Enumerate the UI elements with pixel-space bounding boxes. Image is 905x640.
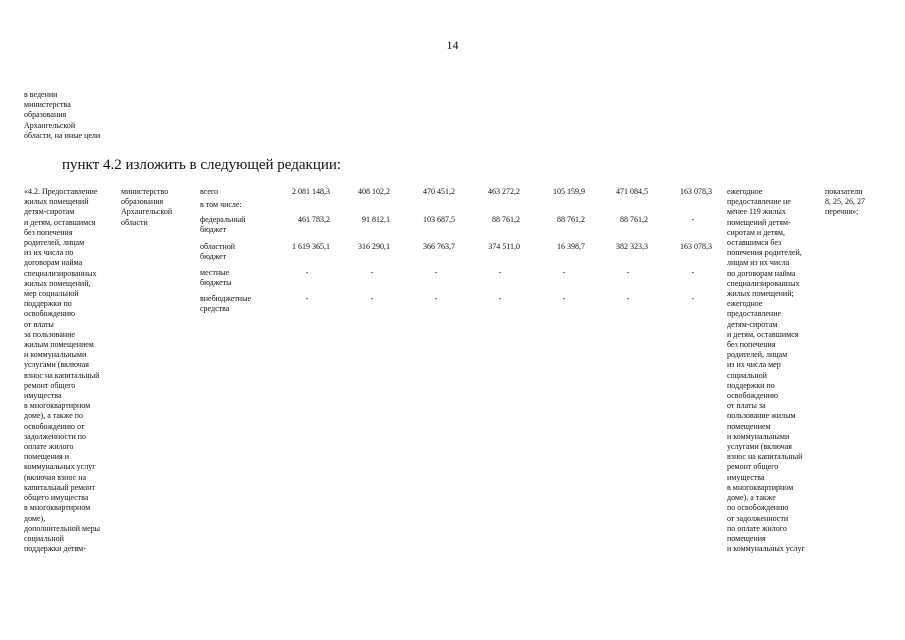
value-extrabudget-y5: - — [626, 294, 630, 303]
value-local-y3: - — [498, 268, 502, 277]
value-regional-y1: 316 290,1 — [358, 242, 390, 251]
value-local-y5: - — [626, 268, 630, 277]
page-number: 14 — [446, 38, 459, 52]
value-local-y2: - — [434, 268, 438, 277]
indicators-cell: показатели 8, 25, 26, 27 перечня»; — [825, 187, 865, 217]
expected-results-cell: ежегодное предоставление не менее 119 жилых помещений детям- сиротам и детям, оставшимся без попечения родителей, лицам из их числа по договорам найма специализированных жилых помещений; ежегодное предоставление детям-сиротам и детям, оставшимся без попечения родителей, лицам из их числа мер социальной поддержки по освобождению от платы за пользование жилым помещением и коммунальными услугами (включая взнос на капитальный ремонт общего имущества в многоквартирном доме), а также по освобождению от задолженности по оплате жилого помещения и коммунальных услуг — [727, 187, 805, 554]
value-local-sum: - — [305, 268, 309, 277]
value-total-y2: 470 451,2 — [423, 187, 455, 196]
value-total-y6: 163 078,3 — [680, 187, 712, 196]
measure-description: «4.2. Предоставление жилых помещений детям-сиротам и детям, оставшимся без попечения родителей, лицам из их числа по договорам найма специализированных жилых помещений, мер социальной поддержки по освобождению от платы за пользование жилым помещением и коммунальными услугами (включая взнос на капитальный ремонт общего имущества в многоквартирном доме), а также по освобождению от задолженности по оплате жилого помещения и коммунальных услуг (включая взнос на капитальный ремонт общего имущества в многоквартирном доме), дополнительной меры социальной поддержки детям- — [24, 187, 101, 554]
amendment-instruction: пункт 4.2 изложить в следующей редакции: — [62, 157, 342, 173]
value-local-y1: - — [370, 268, 374, 277]
value-regional-y4: 16 398,7 — [557, 242, 585, 251]
value-extrabudget-y4: - — [562, 294, 566, 303]
value-federal-y3: 88 761,2 — [492, 215, 520, 224]
value-total-y1: 408 102,2 — [358, 187, 390, 196]
value-total-y4: 105 159,9 — [553, 187, 585, 196]
value-extrabudget-y6: - — [691, 294, 695, 303]
value-federal-y5: 88 761,2 — [620, 215, 648, 224]
value-federal-y2: 103 687,5 — [423, 215, 455, 224]
value-regional-y3: 374 511,0 — [488, 242, 520, 251]
value-total-y5: 471 084,5 — [616, 187, 648, 196]
source-including-label: в том числе: — [200, 200, 242, 209]
value-federal-y1: 91 812,1 — [362, 215, 390, 224]
source-local-label: местные бюджеты — [200, 268, 232, 288]
value-federal-y4: 88 761,2 — [557, 215, 585, 224]
value-extrabudget-y1: - — [370, 294, 374, 303]
value-total-sum: 2 081 148,3 — [292, 187, 330, 196]
source-regional-label: областной бюджет — [200, 242, 236, 262]
source-federal-label: федеральный бюджет — [200, 215, 246, 235]
source-total-label: всего — [200, 187, 219, 196]
value-federal-y6: - — [691, 215, 695, 224]
value-regional-y6: 163 078,3 — [680, 242, 712, 251]
source-extrabudget-label: внебюджетные средства — [200, 294, 251, 314]
value-extrabudget-sum: - — [305, 294, 309, 303]
value-federal-sum: 461 783,2 — [298, 215, 330, 224]
previous-table-fragment: в ведении министерства образования Архангельской области, на иные цели — [24, 90, 101, 140]
value-local-y6: - — [691, 268, 695, 277]
value-regional-y5: 382 323,3 — [616, 242, 648, 251]
value-extrabudget-y3: - — [498, 294, 502, 303]
value-regional-sum: 1 619 365,1 — [292, 242, 330, 251]
value-extrabudget-y2: - — [434, 294, 438, 303]
value-total-y3: 463 272,2 — [488, 187, 520, 196]
executor-cell: министерство образования Архангельской области — [121, 187, 173, 227]
value-local-y4: - — [562, 268, 566, 277]
value-regional-y2: 366 763,7 — [423, 242, 455, 251]
